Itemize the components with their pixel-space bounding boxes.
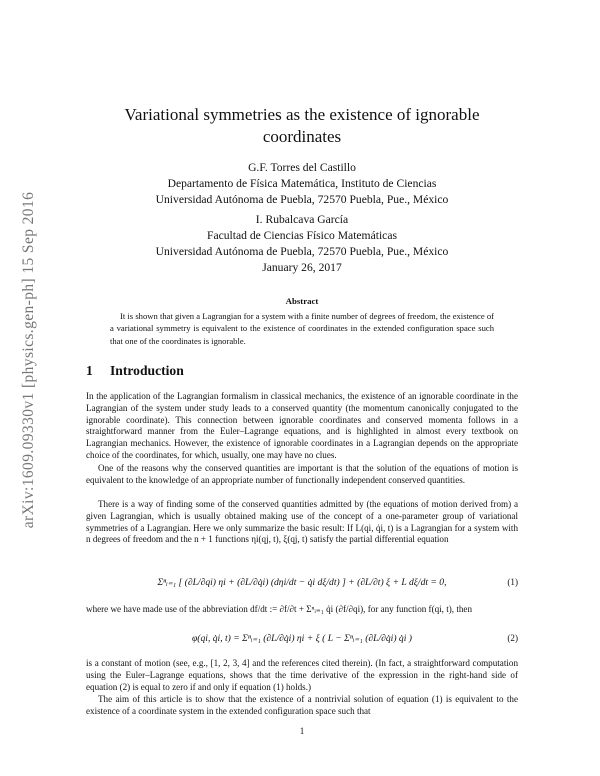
paper-date: January 26, 2017 xyxy=(262,261,342,274)
author-name: G.F. Torres del Castillo xyxy=(248,161,356,174)
section-heading xyxy=(86,363,184,379)
paragraph: where we have made use of the abbreviation df/dt := ∂f/∂t + Σⁿᵢ₌₁ q̇i (∂f/∂qi), for any function f(qi, t), then xyxy=(86,604,472,614)
section-number: 1 xyxy=(86,363,93,378)
equation-number: (2) xyxy=(507,633,518,643)
author-institution: Universidad Autónoma de Puebla, 72570 Puebla, Pue., México xyxy=(155,245,449,258)
paragraph: There is a way of finding some of the conserved quantities admitted by (the equations of motion derived from) a given Lagrangian, which is usually obtained making use of the concept of a one-parameter group of variational symmetries of a Lagrangian. Here we only summarize the basic result: If L(qi, q̇i, t) is a Lagrangian for a system with n degrees of freedom and the n + 1 functions ηi(qj, t), ξ(qj, t) satisfy the partial differential equation xyxy=(86,499,518,545)
abstract-text: It is shown that given a Lagrangian for a system with a finite number of degrees of freedom, the existence of a variational symmetry is equivalent to the existence of coordinates in the extended configuration space such that one of the coordinates is ignorable. xyxy=(110,311,494,346)
arxiv-identifier xyxy=(14,150,44,570)
equation-body: Σⁿᵢ₌₁ [ (∂L/∂qi) ηi + (∂L/∂q̇i) (dηi/dt − q̇i dξ/dt) ] + (∂L/∂t) ξ + L dξ/dt = 0, xyxy=(157,577,447,588)
equation-1 xyxy=(86,572,518,596)
author-name: I. Rubalcava García xyxy=(255,213,349,226)
equation-2 xyxy=(86,628,518,652)
author-department: Facultad de Ciencias Físico Matemáticas xyxy=(207,229,397,242)
abstract-heading: Abstract xyxy=(285,296,319,306)
paragraph: One of the reasons why the conserved quantities are important is that the solution of the equations of motion is equivalent to the knowledge of an appropriate number of functionally independent conserved quantities. xyxy=(86,463,518,485)
paragraph: is a constant of motion (see, e.g., [1, 2, 3, 4] and the references cited therein). (In fact, a straightforward computation using the Euler–Lagrange equations, shows that the time derivative of the expression in the right-hand side of equation (2) is equal to zero if and only if equation (1) holds.) xyxy=(86,658,518,692)
author-department: Departamento de Física Matemática, Instituto de Ciencias xyxy=(167,177,437,190)
page-number: 1 xyxy=(299,726,305,736)
arxiv-id-text: arXiv:1609.09330v1 [physics.gen-ph] 15 Sep 2016 xyxy=(20,191,37,529)
equation-body: φ(qi, q̇i, t) = Σⁿᵢ₌₁ (∂L/∂q̇i) ηi + ξ ( L − Σⁿᵢ₌₁ (∂L/∂q̇i) q̇i ) xyxy=(192,633,412,644)
equation-number: (1) xyxy=(507,577,518,587)
author-block-2 xyxy=(86,212,518,260)
author-block-1 xyxy=(86,160,518,208)
paragraph: In the application of the Lagrangian formalism in classical mechanics, the existence of an ignorable coordinate in the Lagrangian of the system under study leads to a conserved quantity (the momentum canonically conjugated to the ignorable coordinate). This connection between ignorable coordinates and conserved momenta follows in a straightforward manner from the Euler–Lagrange equations, and is highlighted in almost every textbook on Lagrangian mechanics. However, the existence of ignorable coordinates in a Lagrangian depends on the appropriate choice of the coordinates, for which, usually, one may have no clues. xyxy=(86,391,518,460)
paragraph: The aim of this article is to show that the existence of a nontrivial solution of equation (1) is equivalent to the existence of a coordinate system in the extended configuration space such that xyxy=(86,694,518,716)
section-title: Introduction xyxy=(110,363,184,378)
author-institution: Universidad Autónoma de Puebla, 72570 Puebla, Pue., México xyxy=(155,193,449,206)
paper-title: Variational symmetries as the existence of ignorable coordinates xyxy=(124,105,480,146)
